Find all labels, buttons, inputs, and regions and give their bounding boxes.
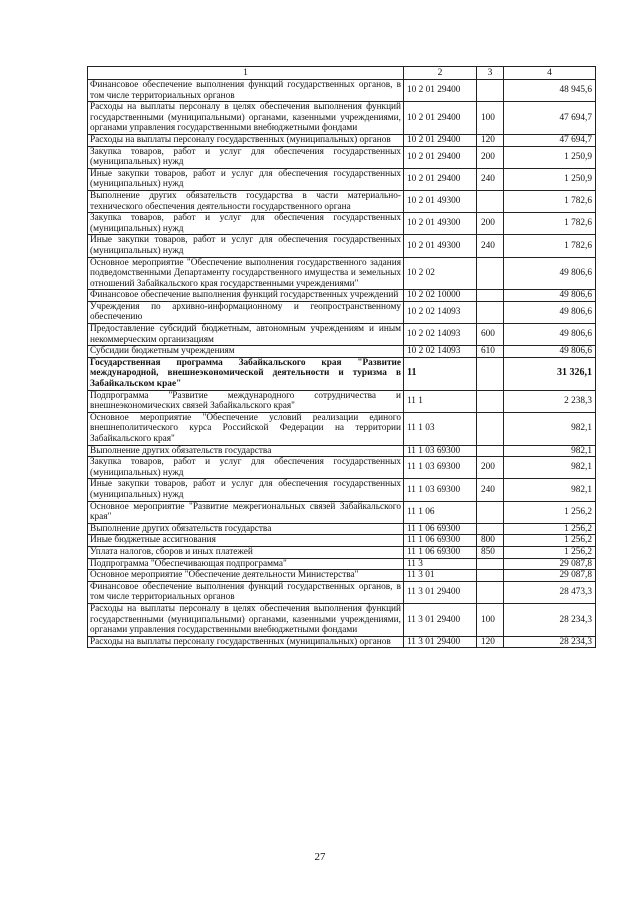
budget-table-body (88, 67, 596, 648)
row-expense-type (477, 581, 504, 603)
row-code: 10 2 01 29400 (404, 134, 477, 146)
row-code: 11 3 01 29400 (404, 581, 477, 603)
table-header-row (88, 67, 596, 80)
row-expense-type (477, 445, 504, 457)
row-code: 11 3 01 (404, 570, 477, 582)
table-row (88, 535, 596, 547)
row-expense-type (477, 558, 504, 570)
row-expense-type: 240 (477, 479, 504, 501)
row-expense-type (477, 570, 504, 582)
table-row (88, 134, 596, 146)
row-code: 10 2 01 49300 (404, 235, 477, 257)
row-amount: 31 326,1 (504, 357, 596, 390)
column-number-4: 4 (504, 67, 596, 80)
row-expense-type (477, 190, 504, 212)
row-code: 11 1 06 69300 (404, 546, 477, 558)
row-expense-type: 200 (477, 457, 504, 479)
row-expense-type (477, 290, 504, 302)
row-amount: 982,1 (504, 412, 596, 445)
row-code: 10 2 01 49300 (404, 190, 477, 212)
row-amount: 1 256,2 (504, 535, 596, 547)
table-row (88, 457, 596, 479)
row-code: 10 2 01 29400 (404, 168, 477, 190)
row-expense-type (477, 257, 504, 290)
table-row (88, 324, 596, 346)
page-number: 27 (314, 851, 326, 863)
row-expense-type: 240 (477, 168, 504, 190)
row-code: 10 2 02 10000 (404, 290, 477, 302)
table-row (88, 290, 596, 302)
table-row (88, 390, 596, 412)
row-code: 10 2 01 29400 (404, 146, 477, 168)
table-row (88, 445, 596, 457)
row-name: Расходы на выплаты персоналу в целях обеспечения выполнения функций государственными (муниципальными) органами, казенными учреждениями, органами управления государственными внебюджетными фондами (88, 102, 404, 135)
row-name: Подпрограмма "Развитие международного сотрудничества и внешнеэкономических связей Забайкальского края" (88, 390, 404, 412)
table-row (88, 558, 596, 570)
row-name: Выполнение других обязательств государства в части материально-технического обеспечения деятельности государственного органа (88, 190, 404, 212)
row-expense-type (477, 357, 504, 390)
row-name: Финансовое обеспечение выполнения функций государственных учреждений (88, 290, 404, 302)
row-expense-type: 240 (477, 235, 504, 257)
row-name: Выполнение других обязательств государства (88, 445, 404, 457)
row-code: 10 2 01 29400 (404, 102, 477, 135)
row-amount: 48 945,6 (504, 80, 596, 102)
table-row (88, 301, 596, 323)
row-expense-type (477, 390, 504, 412)
table-row (88, 501, 596, 523)
row-code: 10 2 02 14093 (404, 301, 477, 323)
table-row (88, 257, 596, 290)
row-name: Расходы на выплаты персоналу государственных (муниципальных) органов (88, 134, 404, 146)
table-row (88, 546, 596, 558)
row-code: 11 3 01 29400 (404, 636, 477, 648)
row-code: 10 2 01 29400 (404, 80, 477, 102)
row-code: 10 2 02 14093 (404, 346, 477, 358)
row-name: Расходы на выплаты персоналу в целях обеспечения выполнения функций государственными (муниципальными) органами, казенными учреждениями, органами управления государственными внебюджетными фондами (88, 603, 404, 636)
table-row (88, 102, 596, 135)
row-amount: 982,1 (504, 457, 596, 479)
row-expense-type: 120 (477, 134, 504, 146)
row-expense-type: 100 (477, 102, 504, 135)
row-amount: 2 238,3 (504, 390, 596, 412)
row-name: Субсидии бюджетным учреждениям (88, 346, 404, 358)
row-code: 11 3 01 29400 (404, 603, 477, 636)
row-expense-type (477, 501, 504, 523)
row-amount: 28 234,3 (504, 603, 596, 636)
table-row (88, 213, 596, 235)
row-amount: 1 256,2 (504, 546, 596, 558)
row-expense-type (477, 412, 504, 445)
row-name: Подпрограмма "Обеспечивающая подпрограмма" (88, 558, 404, 570)
row-amount: 28 234,3 (504, 636, 596, 648)
table-row (88, 523, 596, 535)
row-name: Закупка товаров, работ и услуг для обеспечения государственных (муниципальных) нужд (88, 457, 404, 479)
row-name: Иные закупки товаров, работ и услуг для обеспечения государственных (муниципальных) нужд (88, 168, 404, 190)
column-number-2: 2 (404, 67, 477, 80)
row-name: Основное мероприятие "Обеспечение деятельности Министерства" (88, 570, 404, 582)
row-code: 11 1 06 69300 (404, 523, 477, 535)
table-row (88, 412, 596, 445)
row-amount: 1 256,2 (504, 523, 596, 535)
row-code: 11 3 (404, 558, 477, 570)
row-code: 11 1 03 (404, 412, 477, 445)
row-code: 11 1 03 69300 (404, 457, 477, 479)
row-amount: 49 806,6 (504, 324, 596, 346)
row-name: Финансовое обеспечение выполнения функций государственных органов, в том числе территориальных органов (88, 581, 404, 603)
row-expense-type: 850 (477, 546, 504, 558)
row-expense-type: 200 (477, 213, 504, 235)
row-expense-type: 100 (477, 603, 504, 636)
row-expense-type: 800 (477, 535, 504, 547)
row-name: Расходы на выплаты персоналу государственных (муниципальных) органов (88, 636, 404, 648)
row-name: Основное мероприятие "Развитие межрегиональных связей Забайкальского края" (88, 501, 404, 523)
row-name: Финансовое обеспечение выполнения функций государственных органов, в том числе территориальных органов (88, 80, 404, 102)
table-row (88, 80, 596, 102)
row-amount: 49 806,6 (504, 290, 596, 302)
row-code: 11 (404, 357, 477, 390)
row-name: Уплата налогов, сборов и иных платежей (88, 546, 404, 558)
row-name: Закупка товаров, работ и услуг для обеспечения государственных (муниципальных) нужд (88, 213, 404, 235)
row-code: 10 2 01 49300 (404, 213, 477, 235)
column-number-3: 3 (477, 67, 504, 80)
row-expense-type (477, 301, 504, 323)
row-amount: 28 473,3 (504, 581, 596, 603)
budget-table (87, 66, 596, 648)
row-name: Иные бюджетные ассигнования (88, 535, 404, 547)
table-row (88, 346, 596, 358)
row-name: Основное мероприятие "Обеспечение выполнения государственного задания подведомственными Департаменту государственного имущества и земельных отношений Забайкальского края государственными учреждениями" (88, 257, 404, 290)
table-row (88, 479, 596, 501)
row-name: Предоставление субсидий бюджетным, автономным учреждениям и иным некоммерческим организациям (88, 324, 404, 346)
row-amount: 1 250,9 (504, 168, 596, 190)
row-expense-type: 200 (477, 146, 504, 168)
row-code: 11 1 03 69300 (404, 479, 477, 501)
row-name: Основное мероприятие "Обеспечение условий реализации единого внешнеполитического курса Российской Федерации на территории Забайкальского края" (88, 412, 404, 445)
table-row (88, 636, 596, 648)
row-expense-type (477, 80, 504, 102)
row-amount: 29 087,8 (504, 570, 596, 582)
row-amount: 1 782,6 (504, 235, 596, 257)
row-name: Учреждения по архивно-информационному и геопространственному обеспечению (88, 301, 404, 323)
table-row (88, 190, 596, 212)
table-row (88, 168, 596, 190)
row-name: Государственная программа Забайкальского края "Развитие международной, внешнеэкономической деятельности и туризма в Забайкальском крае" (88, 357, 404, 390)
row-name: Иные закупки товаров, работ и услуг для обеспечения государственных (муниципальных) нужд (88, 235, 404, 257)
table-row (88, 603, 596, 636)
table-row (88, 146, 596, 168)
column-number-1: 1 (88, 67, 404, 80)
row-amount: 982,1 (504, 479, 596, 501)
row-amount: 47 694,7 (504, 102, 596, 135)
row-code: 11 1 06 69300 (404, 535, 477, 547)
row-code: 11 1 03 69300 (404, 445, 477, 457)
row-amount: 29 087,8 (504, 558, 596, 570)
row-name: Выполнение других обязательств государства (88, 523, 404, 535)
row-code: 10 2 02 14093 (404, 324, 477, 346)
row-amount: 49 806,6 (504, 257, 596, 290)
row-code: 11 1 06 (404, 501, 477, 523)
row-expense-type (477, 523, 504, 535)
row-amount: 1 256,2 (504, 501, 596, 523)
row-amount: 982,1 (504, 445, 596, 457)
row-amount: 49 806,6 (504, 346, 596, 358)
row-amount: 49 806,6 (504, 301, 596, 323)
row-expense-type: 610 (477, 346, 504, 358)
row-amount: 1 782,6 (504, 213, 596, 235)
row-amount: 47 694,7 (504, 134, 596, 146)
table-row (88, 570, 596, 582)
row-amount: 1 782,6 (504, 190, 596, 212)
row-expense-type: 120 (477, 636, 504, 648)
row-name: Иные закупки товаров, работ и услуг для обеспечения государственных (муниципальных) нужд (88, 479, 404, 501)
row-expense-type: 600 (477, 324, 504, 346)
table-row (88, 581, 596, 603)
table-row (88, 357, 596, 390)
row-code: 11 1 (404, 390, 477, 412)
row-amount: 1 250,9 (504, 146, 596, 168)
row-name: Закупка товаров, работ и услуг для обеспечения государственных (муниципальных) нужд (88, 146, 404, 168)
row-code: 10 2 02 (404, 257, 477, 290)
table-row (88, 235, 596, 257)
